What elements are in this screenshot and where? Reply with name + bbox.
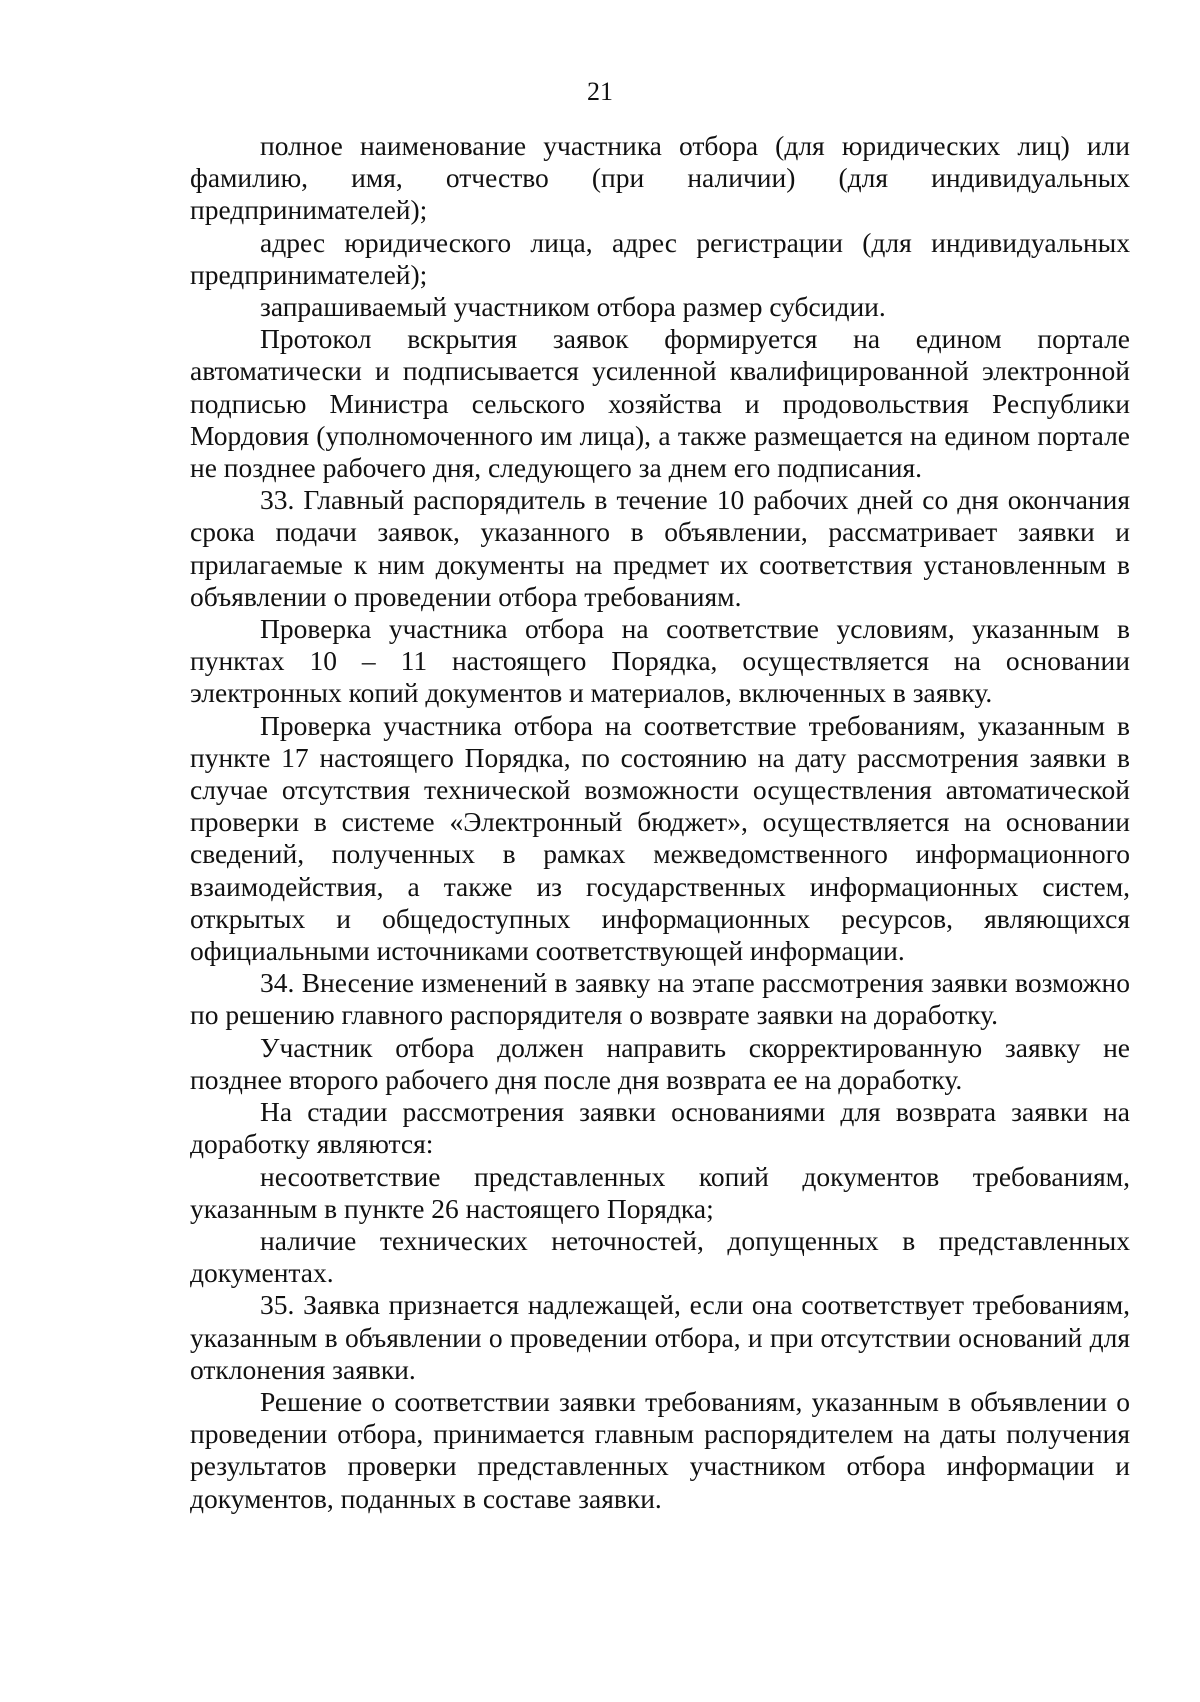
paragraph-address: адрес юридического лица, адрес регистрации (для индивидуальных предпринимателей); — [190, 226, 1130, 290]
document-body — [190, 130, 1130, 1515]
paragraph-conditions-check: Проверка участника отбора на соответствие условиям, указанным в пунктах 10 – 11 настоящего Порядка, осуществляется на основании электронных копий документов и материалов, включенных в заявку. — [190, 613, 1130, 709]
paragraph-participant-name: полное наименование участника отбора (для юридических лиц) или фамилию, имя, отчество (при наличии) (для индивидуальных предпринимателей); — [190, 130, 1130, 226]
paragraph-item-34: 34. Внесение изменений в заявку на этапе рассмотрения заявки возможно по решению главного распорядителя о возврате заявки на доработку. — [190, 967, 1130, 1031]
paragraph-corrected-application: Участник отбора должен направить скорректированную заявку не позднее второго рабочего дня после дня возврата ее на доработку. — [190, 1031, 1130, 1095]
paragraph-requirements-check: Проверка участника отбора на соответствие требованиям, указанным в пункте 17 настоящего Порядка, по состоянию на дату рассмотрения заявки в случае отсутствия технической возможности осуществления автоматической проверки в системе «Электронный бюджет», осуществляется на основании сведений, полученных в рамках межведомственного информационного взаимодействия, а также из государственных информационных систем, открытых и общедоступных информационных ресурсов, являющихся официальными источниками соответствующей информации. — [190, 709, 1130, 967]
paragraph-technical-inaccuracies: наличие технических неточностей, допущенных в представленных документах. — [190, 1224, 1130, 1289]
page-number: 21 — [587, 77, 613, 106]
paragraph-subsidy-amount: запрашиваемый участником отбора размер субсидии. — [260, 291, 886, 323]
paragraph-opening-protocol: Протокол вскрытия заявок формируется на едином портале автоматически и подписывается усиленной квалифицированной электронной подписью Министра сельского хозяйства и продовольствия Республики Мордовия (уполномоченного им лица), а также размещается на едином портале не позднее рабочего дня, следующего за днем его подписания. — [190, 323, 1130, 484]
paragraph-copies-mismatch: несоответствие представленных копий документов требованиям, указанным в пункте 26 настоящего Порядка; — [190, 1160, 1130, 1224]
paragraph-compliance-decision: Решение о соответствии заявки требованиям, указанным в объявлении о проведении отбора, принимается главным распорядителем на даты получения результатов проверки представленных участником отбора информации и документов, поданных в составе заявки. — [190, 1385, 1130, 1514]
paragraph-item-35: 35. Заявка признается надлежащей, если она соответствует требованиям, указанным в объявлении о проведении отбора, и при отсутствии оснований для отклонения заявки. — [190, 1289, 1130, 1385]
paragraph-return-grounds: На стадии рассмотрения заявки основаниями для возврата заявки на доработку являются: — [190, 1096, 1130, 1160]
paragraph-item-33: 33. Главный распорядитель в течение 10 рабочих дней со дня окончания срока подачи заявок, указанного в объявлении, рассматривает заявки и прилагаемые к ним документы на предмет их соответствия установленным в объявлении о проведении отбора требованиям. — [190, 484, 1130, 612]
